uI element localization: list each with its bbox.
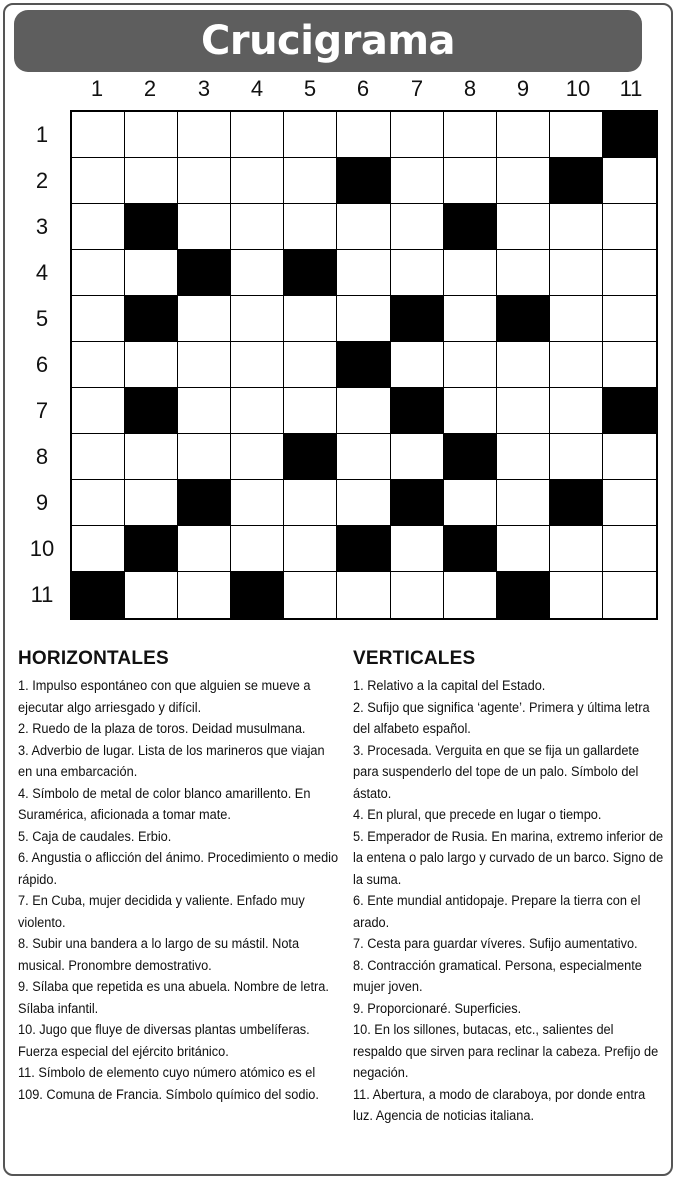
grid-cell-r5-c10[interactable] xyxy=(550,296,603,342)
vertical-clue-6: 6. Ente mundial antidopaje. Prepare la tierra con el arado. xyxy=(353,893,641,931)
grid-cell-r1-c4[interactable] xyxy=(231,112,284,158)
black-cell-r10-c2 xyxy=(125,526,178,572)
grid-cell-r5-c6[interactable] xyxy=(337,296,390,342)
black-cell-r11-c4 xyxy=(231,572,284,618)
grid-cell-r10-c1[interactable] xyxy=(72,526,125,572)
grid-cell-r4-c1[interactable] xyxy=(72,250,125,296)
grid-cell-r9-c1[interactable] xyxy=(72,480,125,526)
grid-cell-r2-c2[interactable] xyxy=(125,158,178,204)
horizontal-clues-section xyxy=(18,648,340,1106)
black-cell-r9-c7 xyxy=(391,480,444,526)
horizontal-clue-7: 7. En Cuba, mujer decidida y valiente. Enfado muy violento. xyxy=(18,893,305,931)
grid-cell-r7-c3[interactable] xyxy=(178,388,231,434)
column-number-6: 6 xyxy=(356,76,370,101)
grid-cell-r9-c6[interactable] xyxy=(337,480,390,526)
grid-cell-r9-c11[interactable] xyxy=(603,480,656,526)
grid-cell-r4-c4[interactable] xyxy=(231,250,284,296)
column-number-9: 9 xyxy=(516,76,530,101)
column-number-7: 7 xyxy=(410,76,424,101)
black-cell-r7-c11 xyxy=(603,388,656,434)
grid-cell-r4-c10[interactable] xyxy=(550,250,603,296)
black-cell-r2-c6 xyxy=(337,158,390,204)
black-cell-r10-c8 xyxy=(444,526,497,572)
grid-cell-r1-c8[interactable] xyxy=(444,112,497,158)
grid-cell-r4-c8[interactable] xyxy=(444,250,497,296)
crossword-grid xyxy=(70,110,658,620)
black-cell-r7-c7 xyxy=(391,388,444,434)
grid-cell-r1-c3[interactable] xyxy=(178,112,231,158)
row-number-10: 10 xyxy=(29,536,55,561)
grid-cell-r8-c7[interactable] xyxy=(391,434,444,480)
black-cell-r10-c6 xyxy=(337,526,390,572)
row-number-8: 8 xyxy=(35,444,49,469)
row-number-7: 7 xyxy=(35,398,49,423)
grid-cell-r3-c10[interactable] xyxy=(550,204,603,250)
black-cell-r5-c2 xyxy=(125,296,178,342)
grid-cell-r8-c2[interactable] xyxy=(125,434,178,480)
grid-cell-r8-c11[interactable] xyxy=(603,434,656,480)
grid-cell-r1-c7[interactable] xyxy=(391,112,444,158)
grid-cell-r1-c6[interactable] xyxy=(337,112,390,158)
row-number-9: 9 xyxy=(35,490,49,515)
grid-cell-r6-c3[interactable] xyxy=(178,342,231,388)
black-cell-r8-c5 xyxy=(284,434,337,480)
black-cell-r5-c7 xyxy=(391,296,444,342)
grid-cell-r4-c11[interactable] xyxy=(603,250,656,296)
grid-cell-r11-c6[interactable] xyxy=(337,572,390,618)
column-number-10: 10 xyxy=(565,76,591,101)
vertical-heading: VERTICALES xyxy=(353,648,476,669)
grid-cell-r6-c1[interactable] xyxy=(72,342,125,388)
grid-cell-r9-c2[interactable] xyxy=(125,480,178,526)
vertical-clue-7: 7. Cesta para guardar víveres. Sufijo aumentativo. xyxy=(353,936,638,952)
grid-cell-r2-c7[interactable] xyxy=(391,158,444,204)
row-number-2: 2 xyxy=(35,168,49,193)
row-number-5: 5 xyxy=(35,306,49,331)
black-cell-r3-c2 xyxy=(125,204,178,250)
page-title: Crucigrama xyxy=(200,18,455,64)
grid-cell-r9-c8[interactable] xyxy=(444,480,497,526)
black-cell-r4-c3 xyxy=(178,250,231,296)
grid-cell-r1-c10[interactable] xyxy=(550,112,603,158)
grid-cell-r9-c4[interactable] xyxy=(231,480,284,526)
grid-cell-r11-c3[interactable] xyxy=(178,572,231,618)
grid-cell-r2-c4[interactable] xyxy=(231,158,284,204)
grid-cell-r5-c5[interactable] xyxy=(284,296,337,342)
grid-cell-r1-c1[interactable] xyxy=(72,112,125,158)
grid-cell-r3-c5[interactable] xyxy=(284,204,337,250)
grid-cell-r3-c7[interactable] xyxy=(391,204,444,250)
vertical-clues-section xyxy=(353,648,665,1128)
grid-cell-r2-c11[interactable] xyxy=(603,158,656,204)
grid-cell-r3-c4[interactable] xyxy=(231,204,284,250)
grid-cell-r6-c8[interactable] xyxy=(444,342,497,388)
column-number-5: 5 xyxy=(303,76,317,101)
grid-cell-r10-c7[interactable] xyxy=(391,526,444,572)
grid-cell-r10-c4[interactable] xyxy=(231,526,284,572)
black-cell-r8-c8 xyxy=(444,434,497,480)
grid-cell-r5-c1[interactable] xyxy=(72,296,125,342)
column-number-4: 4 xyxy=(250,76,264,101)
grid-cell-r10-c3[interactable] xyxy=(178,526,231,572)
horizontal-clue-4: 4. Símbolo de metal de color blanco amarillento. En Suramérica, aficionada a tomar mate. xyxy=(18,785,311,823)
grid-cell-r2-c1[interactable] xyxy=(72,158,125,204)
grid-cell-r5-c8[interactable] xyxy=(444,296,497,342)
grid-cell-r1-c9[interactable] xyxy=(497,112,550,158)
horizontal-clue-6: 6. Angustia o aflicción del ánimo. Procedimiento o medio rápido. xyxy=(18,850,339,888)
black-cell-r5-c9 xyxy=(497,296,550,342)
grid-cell-r10-c10[interactable] xyxy=(550,526,603,572)
vertical-clue-5: 5. Emperador de Rusia. En marina, extremo inferior de la entena o palo largo y curvado de un barco. Signo de la suma. xyxy=(353,828,664,888)
horizontal-clue-2: 2. Ruedo de la plaza de toros. Deidad musulmana. xyxy=(18,721,306,737)
grid-cell-r5-c11[interactable] xyxy=(603,296,656,342)
grid-cell-r8-c4[interactable] xyxy=(231,434,284,480)
horizontal-heading: HORIZONTALES xyxy=(18,648,169,669)
grid-cell-r9-c5[interactable] xyxy=(284,480,337,526)
black-cell-r2-c10 xyxy=(550,158,603,204)
title-bar xyxy=(14,10,642,72)
black-cell-r3-c8 xyxy=(444,204,497,250)
grid-cell-r2-c3[interactable] xyxy=(178,158,231,204)
grid-cell-r3-c1[interactable] xyxy=(72,204,125,250)
grid-cell-r6-c2[interactable] xyxy=(125,342,178,388)
black-cell-r9-c3 xyxy=(178,480,231,526)
row-number-3: 3 xyxy=(35,214,49,239)
grid-cell-r3-c11[interactable] xyxy=(603,204,656,250)
grid-cell-r6-c4[interactable] xyxy=(231,342,284,388)
grid-cell-r4-c7[interactable] xyxy=(391,250,444,296)
grid-cell-r8-c1[interactable] xyxy=(72,434,125,480)
grid-cell-r8-c6[interactable] xyxy=(337,434,390,480)
grid-cell-r7-c10[interactable] xyxy=(550,388,603,434)
grid-cell-r7-c4[interactable] xyxy=(231,388,284,434)
row-number-4: 4 xyxy=(35,260,49,285)
vertical-clue-10: 10. En los sillones, butacas, etc., salientes del respaldo que sirven para reclinar la cabeza. Prefijo de negación. xyxy=(353,1022,659,1081)
black-cell-r11-c1 xyxy=(72,572,125,618)
horizontal-clue-3: 3. Adverbio de lugar. Lista de los marineros que viajan en una embarcación. xyxy=(18,742,325,780)
grid-cell-r6-c10[interactable] xyxy=(550,342,603,388)
grid-cell-r7-c9[interactable] xyxy=(497,388,550,434)
grid-cell-r8-c3[interactable] xyxy=(178,434,231,480)
vertical-clue-8: 8. Contracción gramatical. Persona, especialmente mujer joven. xyxy=(353,957,642,995)
grid-cell-r11-c7[interactable] xyxy=(391,572,444,618)
horizontal-clue-8: 8. Subir una bandera a lo largo de su mástil. Nota musical. Pronombre demostrativo. xyxy=(18,936,300,974)
vertical-clue-11: 11. Abertura, a modo de claraboya, por donde entra luz. Agencia de noticias italiana. xyxy=(353,1086,646,1124)
column-number-11: 11 xyxy=(619,76,643,101)
grid-cell-r4-c9[interactable] xyxy=(497,250,550,296)
grid-cell-r2-c9[interactable] xyxy=(497,158,550,204)
column-number-8: 8 xyxy=(463,76,477,101)
grid-cell-r10-c11[interactable] xyxy=(603,526,656,572)
grid-cell-r6-c11[interactable] xyxy=(603,342,656,388)
grid-cell-r7-c5[interactable] xyxy=(284,388,337,434)
grid-cell-r11-c11[interactable] xyxy=(603,572,656,618)
grid-cell-r8-c9[interactable] xyxy=(497,434,550,480)
black-cell-r4-c5 xyxy=(284,250,337,296)
vertical-clue-2: 2. Sufijo que significa ‘agente’. Primera y última letra del alfabeto español. xyxy=(353,699,650,737)
horizontal-clue-1: 1. Impulso espontáneo con que alguien se mueve a ejecutar algo arriesgado y difícil. xyxy=(18,678,311,716)
grid-cell-r6-c9[interactable] xyxy=(497,342,550,388)
grid-cell-r5-c3[interactable] xyxy=(178,296,231,342)
grid-cell-r4-c6[interactable] xyxy=(337,250,390,296)
black-cell-r1-c11 xyxy=(603,112,656,158)
grid-cell-r2-c5[interactable] xyxy=(284,158,337,204)
grid-cell-r7-c8[interactable] xyxy=(444,388,497,434)
column-number-1: 1 xyxy=(90,76,104,101)
vertical-clue-9: 9. Proporcionaré. Superficies. xyxy=(353,1000,522,1017)
grid-cell-r2-c8[interactable] xyxy=(444,158,497,204)
grid-cell-r11-c8[interactable] xyxy=(444,572,497,618)
grid-cell-r9-c9[interactable] xyxy=(497,480,550,526)
vertical-clue-1: 1. Relativo a la capital del Estado. xyxy=(353,678,546,694)
row-number-11: 11 xyxy=(30,582,54,607)
black-cell-r7-c2 xyxy=(125,388,178,434)
row-number-1: 1 xyxy=(35,122,49,147)
grid-cell-r3-c3[interactable] xyxy=(178,204,231,250)
grid-cell-r3-c9[interactable] xyxy=(497,204,550,250)
grid-cell-r11-c2[interactable] xyxy=(125,572,178,618)
horizontal-clue-5: 5. Caja de caudales. Erbio. xyxy=(18,828,172,845)
black-cell-r11-c9 xyxy=(497,572,550,618)
grid-cell-r7-c1[interactable] xyxy=(72,388,125,434)
row-number-6: 6 xyxy=(35,352,49,377)
black-cell-r6-c6 xyxy=(337,342,390,388)
horizontal-clue-11: 11. Símbolo de elemento cuyo número atómico es el 109. Comuna de Francia. Símbolo químico del sodio. xyxy=(18,1065,319,1103)
grid-cell-r6-c5[interactable] xyxy=(284,342,337,388)
vertical-clue-3: 3. Procesada. Verguita en que se fija un gallardete para suspenderlo del tope de un palo. Símbolo del ástato. xyxy=(353,742,640,802)
grid-cell-r11-c10[interactable] xyxy=(550,572,603,618)
grid-cell-r1-c2[interactable] xyxy=(125,112,178,158)
grid-cell-r1-c5[interactable] xyxy=(284,112,337,158)
grid-cell-r8-c10[interactable] xyxy=(550,434,603,480)
grid-cell-r6-c7[interactable] xyxy=(391,342,444,388)
grid-cell-r10-c5[interactable] xyxy=(284,526,337,572)
grid-cell-r3-c6[interactable] xyxy=(337,204,390,250)
grid-cell-r4-c2[interactable] xyxy=(125,250,178,296)
horizontal-clue-9: 9. Sílaba que repetida es una abuela. Nombre de letra. Sílaba infantil. xyxy=(18,979,329,1017)
grid-cell-r11-c5[interactable] xyxy=(284,572,337,618)
column-number-3: 3 xyxy=(197,76,211,101)
grid-cell-r10-c9[interactable] xyxy=(497,526,550,572)
black-cell-r9-c10 xyxy=(550,480,603,526)
vertical-clue-4: 4. En plural, que precede en lugar o tiempo. xyxy=(353,807,602,823)
grid-cell-r5-c4[interactable] xyxy=(231,296,284,342)
column-number-2: 2 xyxy=(143,76,157,101)
grid-cell-r7-c6[interactable] xyxy=(337,388,390,434)
horizontal-clue-10: 10. Jugo que fluye de diversas plantas umbelíferas. Fuerza especial del ejército británico. xyxy=(18,1022,310,1060)
